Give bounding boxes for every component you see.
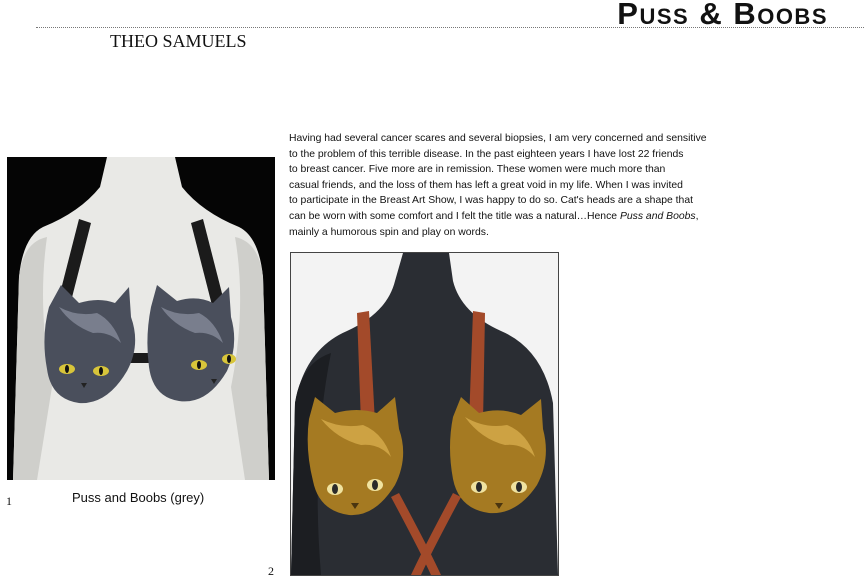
artwork-title-italic: Puss and Boobs [619,210,696,222]
artwork-photo-grey [7,157,275,480]
page-title: Puss & Boobs [617,0,828,31]
figure-caption: Puss and Boobs (grey) [72,490,205,505]
artwork-photo-gold [290,252,559,576]
statement-line: Having had several cancer scares and several biopsies, I am very concerned and sensitive [289,133,707,144]
figure-number: 2 [268,564,274,578]
statement-line: to the problem of this terrible disease. In the past eighteen years I have lost 22 friends [289,148,684,160]
statement-line: to participate in the Breast Art Show, I was happy to do so. Cat's heads are a shape that [289,195,693,207]
dotted-divider [36,27,864,28]
statement-line: casual friends, and the loss of them has left a great void in my life. When I was invited [289,179,683,191]
artist-statement [289,131,729,240]
artist-name: THEO SAMUELS [110,31,247,51]
statement-text: can be worn with some comfort and I felt the title was a natural…Hence [289,210,620,222]
statement-line [289,209,729,225]
statement-punctuation: , [695,210,699,222]
figure-number: 1 [6,494,12,508]
statement-line: mainly a humorous spin and play on words. [289,226,489,238]
statement-line: to breast cancer. Five more are in remission. These women were much more than [289,164,666,176]
